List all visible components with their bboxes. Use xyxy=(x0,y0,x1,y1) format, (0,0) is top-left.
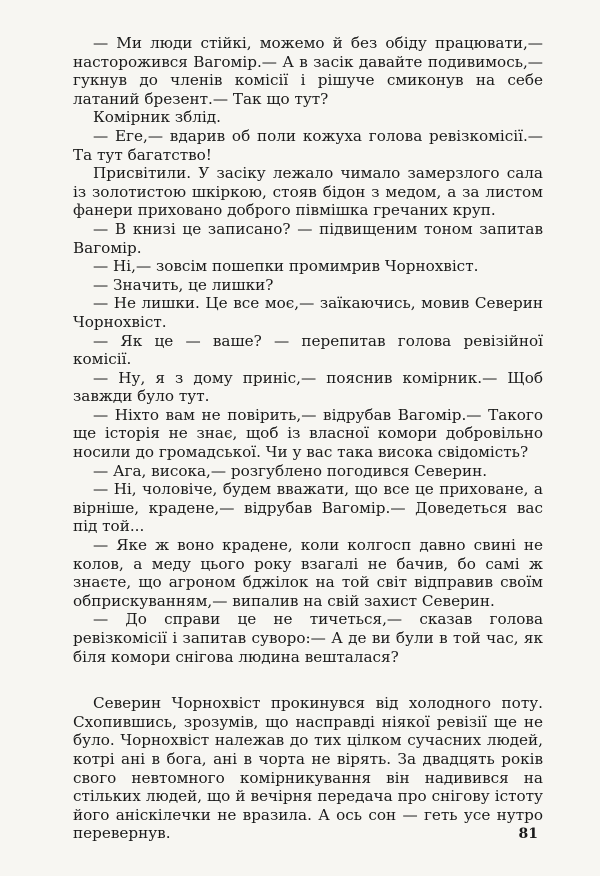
paragraph-4: Присвітили. У засіку лежало чимало замерзлого сала із золотистою шкіркою, стояв бідон з медом, а за листом фанери приховано доброго півмішка гречаних круп. xyxy=(73,164,543,220)
paragraph-7: — Значить, це лишки? xyxy=(93,275,274,294)
paragraph-12: — Ага, висока,— розгублено погодився Северин. xyxy=(93,461,488,480)
closing-paragraph: Северин Чорнохвіст прокинувся від холодного поту. Схопившись, зрозумів, що насправді ніякої ревізії ще не було. Чорнохвіст належав до тих цілком сучасних людей, котрі ані в бога, ані в чорта не вірять. За двадцять років свого невтомного комірникування він надивився на стільких людей, що й вечірня передача про снігову істоту його аніскілечки не вразила. А ось сон — геть усе нутро перевернув. xyxy=(73,694,543,843)
paragraph-3: — Еге,— вдарив об поли кожуха голова ревізкомісії.— Та тут багатство! xyxy=(73,126,543,164)
paragraph-6: — Ні,— зовсім пошепки промимрив Чорнохвіст. xyxy=(93,257,479,276)
paragraph-2: Комірник зблід. xyxy=(93,108,221,127)
page-text xyxy=(73,34,543,843)
paragraph-14: — Яке ж воно крадене, коли колгосп давно свині не колов, а меду цього року взагалі не бачив, бо самі ж знаєте, що агроном бджілок на той світ відправив своїм обприскуванням,— випалив на свій захист Северин. xyxy=(73,536,543,610)
paragraph-8: — Не лишки. Це все моє,— заїкаючись, мовив Северин Чорнохвіст. xyxy=(73,294,543,331)
page-number: 81 xyxy=(518,826,538,842)
paragraph-11: — Ніхто вам не повірить,— відрубав Вагомір.— Такого ще історія не знає, щоб із власної комори добровільно носили до громадської. Чи у вас така висока свідомість? xyxy=(73,405,543,462)
paragraph-13: — Ні, чоловіче, будем вважати, що все це приховане, а вірніше, крадене,— відрубав Вагомір.— Доведеться вас під той... xyxy=(73,480,543,536)
paragraph-5: — В книзі це записано? — підвищеним тоном запитав Вагомір. xyxy=(73,219,543,257)
paragraph-1: — Ми люди стійкі, можемо й без обіду працювати,— насторожився Вагомір.— А в засік давайте подивимось,— гукнув до членів комісії і рішуче смиконув на себе латаний брезент.— Так що тут? xyxy=(73,34,543,108)
paragraph-15: — До справи це не тичеться,— сказав голова ревізкомісії і запитав суворо:— А де ви були в той час, як біля комори снігова людина вешталася? xyxy=(73,610,543,666)
paragraph-9: — Як це — ваше? — перепитав голова ревізійної комісії. xyxy=(73,331,543,369)
paragraph-10: — Ну, я з дому приніс,— пояснив комірник.— Щоб завжди було тут. xyxy=(73,368,543,406)
